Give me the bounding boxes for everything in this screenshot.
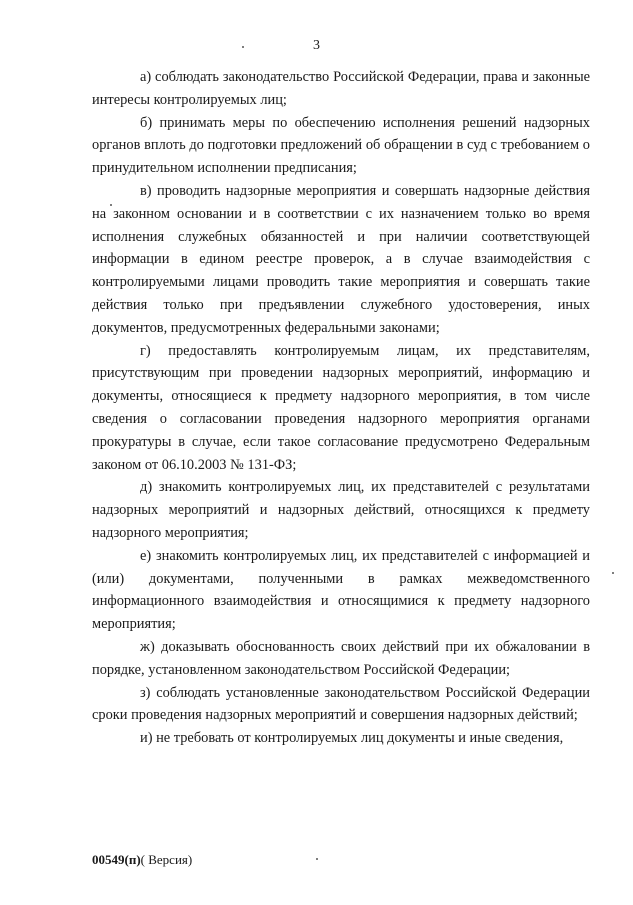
paragraph-v: в) проводить надзорные мероприятия и совершать надзорные действия на законном основании и в соответствии с их назначением только во время исполнения служебных обязанностей и при наличии соответствующей информации в едином реестре проверок, а в случае взаимодействия с контролируемыми лицами проводить такие мероприятия и совершать такие действия только при предъявлении служебного удостоверения, иных документов, предусмотренных федеральными законами; [92, 182, 590, 336]
footer-document-code [92, 852, 192, 868]
scan-speck [242, 46, 244, 48]
document-body [92, 66, 590, 750]
paragraph-z: з) соблюдать установленные законодательством Российской Федерации сроки проведения надзорных мероприятий и совершения надзорных действий; [92, 684, 590, 724]
paragraph-g: г) предоставлять контролируемым лицам, их представителям, присутствующим при проведении надзорных мероприятий, информацию и документы, относящиеся к предмету надзорного мероприятия, в том числе сведения о согласовании проведения надзорного мероприятия органами прокуратуры в случае, если такое согласование предусмотрено Федеральным законом от 06.10.2003 № 131-ФЗ; [92, 342, 590, 473]
paragraph-i: и) не требовать от контролируемых лиц документы и иные сведения, [140, 730, 564, 747]
paragraph-b: б) принимать меры по обеспечению исполнения решений надзорных органов вплоть до подготовки предложений об обращении в суд с требованием о принудительном исполнении предписания; [92, 114, 590, 177]
scan-speck [612, 572, 614, 574]
paragraph-a: а) соблюдать законодательство Российской Федерации, права и законные интересы контролируемых лиц; [92, 69, 590, 108]
paragraph-e: е) знакомить контролируемых лиц, их представителей с информацией и (или) документами, полученными в рамках межведомственного информационного взаимодействия и относящимися к предмету надзорного мероприятия; [92, 547, 590, 633]
footer-code: 00549(п) [92, 852, 141, 867]
footer-version: ( Версия) [140, 852, 193, 867]
paragraph-zh: ж) доказывать обоснованность своих действий при их обжаловании в порядке, установленном законодательством Российской Федерации; [92, 638, 590, 678]
paragraph-d: д) знакомить контролируемых лиц, их представителей с результатами надзорных мероприятий и надзорных действий, относящихся к предмету надзорного мероприятия; [92, 479, 590, 541]
page-number: 3 [313, 38, 320, 53]
scan-speck [110, 204, 112, 206]
scan-speck [316, 858, 318, 860]
